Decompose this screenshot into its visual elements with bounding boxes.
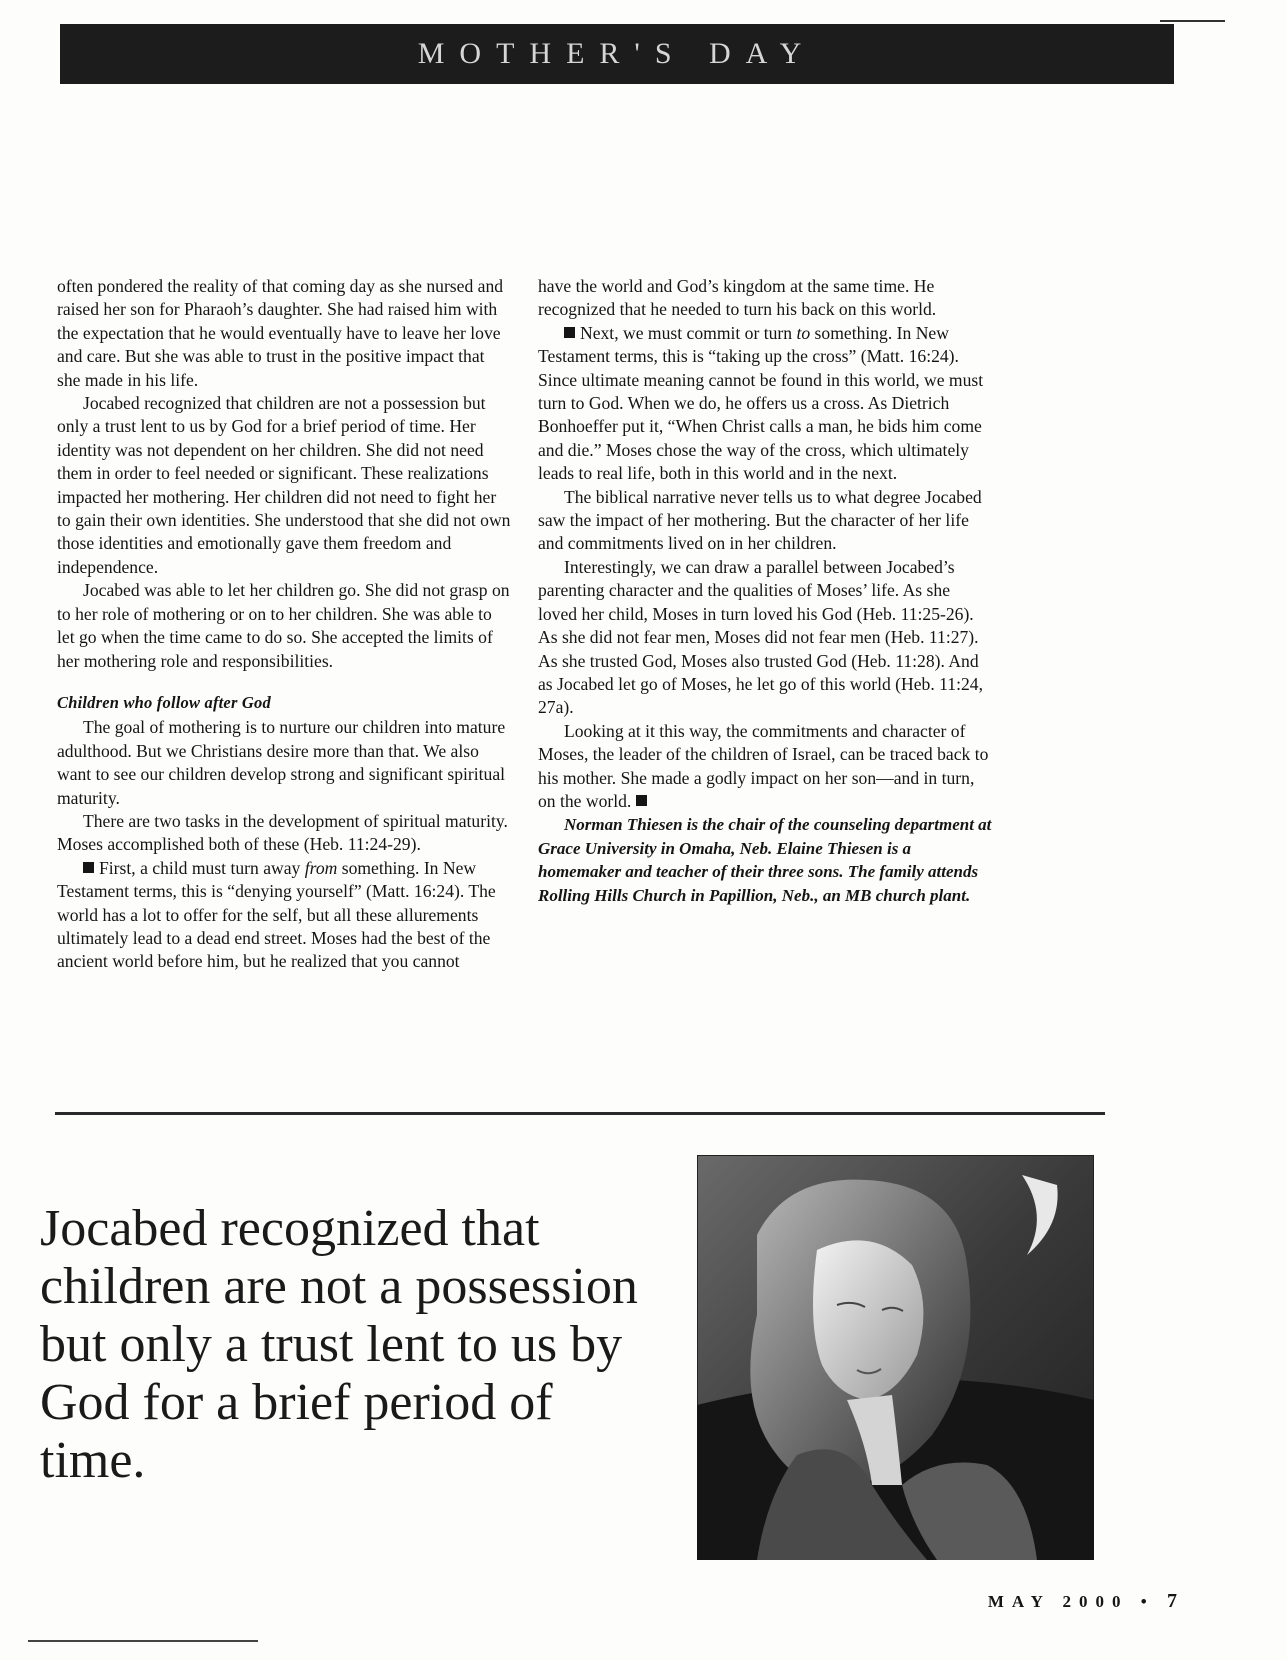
paragraph: Jocabed was able to let her children go. She did not grasp on to her role of mothering or on to her children. She was able to let go when the time came to do so. She accepted the limits of her mothering role and responsibilities.	[57, 580, 510, 671]
pull-quote: Jocabed recognized that children are not a possession but only a trust lent to us by God for a brief period of time.	[40, 1200, 638, 1489]
header-rule	[1160, 20, 1225, 22]
bullet-paragraph	[57, 857, 512, 974]
woman-moon-illustration	[697, 1155, 1094, 1560]
issue-date: MAY 2000	[987, 1592, 1129, 1611]
article-column-right	[538, 275, 993, 907]
paragraph: The biblical narrative never tells us to what degree Jocabed saw the impact of her mothering. But the character of her life and commitments lived on in her children.	[538, 486, 982, 554]
bullet-text-before: First, a child must turn away	[99, 857, 305, 878]
square-bullet-icon	[83, 862, 94, 873]
subheading: Children who follow after God	[57, 692, 271, 712]
footer-separator: •	[1140, 1592, 1155, 1611]
paragraph: There are two tasks in the development of spiritual maturity. Moses accomplished both of these (Heb. 11:24-29).	[57, 810, 508, 855]
paragraph: Jocabed recognized that children are not a possession but only a trust lent to us by God for a brief period of time. Her identity was not dependent on her children. She did not need them in order to feel needed or significant. These realizations impacted her mothering. Her children did not need to fight her to gain their own identities. She understood that she did not own those identities and emotionally gave them freedom and independence.	[57, 393, 511, 577]
closing-paragraph	[538, 720, 993, 814]
page-footer	[988, 1590, 1177, 1613]
illustration-svg	[697, 1155, 1094, 1560]
paragraph: The goal of mothering is to nurture our children into mature adulthood. But we Christians desire more than that. We also want to see our children develop strong and significant spiritual maturity.	[57, 717, 506, 808]
article-column-left	[57, 275, 512, 974]
paragraph: often pondered the reality of that coming day as she nursed and raised her son for Pharaoh’s daughter. She had raised him with the expectation that he would eventually have to leave her love and care. But she was able to trust in the positive impact that she made in his life.	[57, 276, 504, 390]
square-bullet-icon	[564, 327, 575, 338]
author-bio: Norman Thiesen is the chair of the counseling department at Grace University in Omaha, Neb. Elaine Thiesen is a homemaker and teacher of their three sons. The family attends Rolling Hills Church in Papillion, Neb., an MB church plant.	[538, 815, 992, 905]
bullet-emphasis: to	[796, 322, 811, 343]
bullet-text-after: something. In New Testament terms, this is “taking up the cross” (Matt. 16:24). Since ultimate meaning cannot be found in this world, we must turn to God. When we do, he offers us a cross. As Dietrich Bonhoeffer put it, “When Christ calls a man, he bids him come and die.” Moses chose the way of the cross, which ultimately leads to real life, both in this world and in the next.	[538, 322, 984, 484]
end-mark-icon	[636, 795, 647, 806]
bullet-emphasis: from	[304, 857, 338, 878]
page-number: 7	[1167, 1590, 1177, 1612]
section-title: MOTHER'S DAY	[417, 37, 817, 70]
paragraph: have the world and God’s kingdom at the same time. He recognized that he needed to turn his back on this world.	[538, 276, 937, 320]
closing-text: Looking at it this way, the commitments and character of Moses, the leader of the children of Israel, can be traced back to his mother. She made a godly impact on her son—and in turn, on the world.	[538, 720, 989, 811]
bullet-text-after: something. In New Testament terms, this is “denying yourself” (Matt. 16:24). The world has a lot to offer for the self, but all these allurements ultimately lead to a dead end street. Moses had the best of the ancient world before him, but he realized that you cannot	[57, 857, 496, 972]
bullet-text-before: Next, we must commit or turn	[580, 322, 797, 343]
paragraph: Interestingly, we can draw a parallel between Jocabed’s parenting character and the qualities of Moses’ life. As she loved her child, Moses in turn loved his God (Heb. 11:25-26). As she did not fear men, Moses did not fear men (Heb. 11:27). As she trusted God, Moses also trusted God (Heb. 11:28). And as Jocabed let go of Moses, he let go of this world (Heb. 11:24, 27a).	[538, 556, 983, 718]
section-divider	[55, 1112, 1105, 1115]
bottom-rule	[28, 1640, 258, 1642]
bullet-paragraph	[538, 322, 993, 486]
section-header-bar	[60, 24, 1174, 84]
